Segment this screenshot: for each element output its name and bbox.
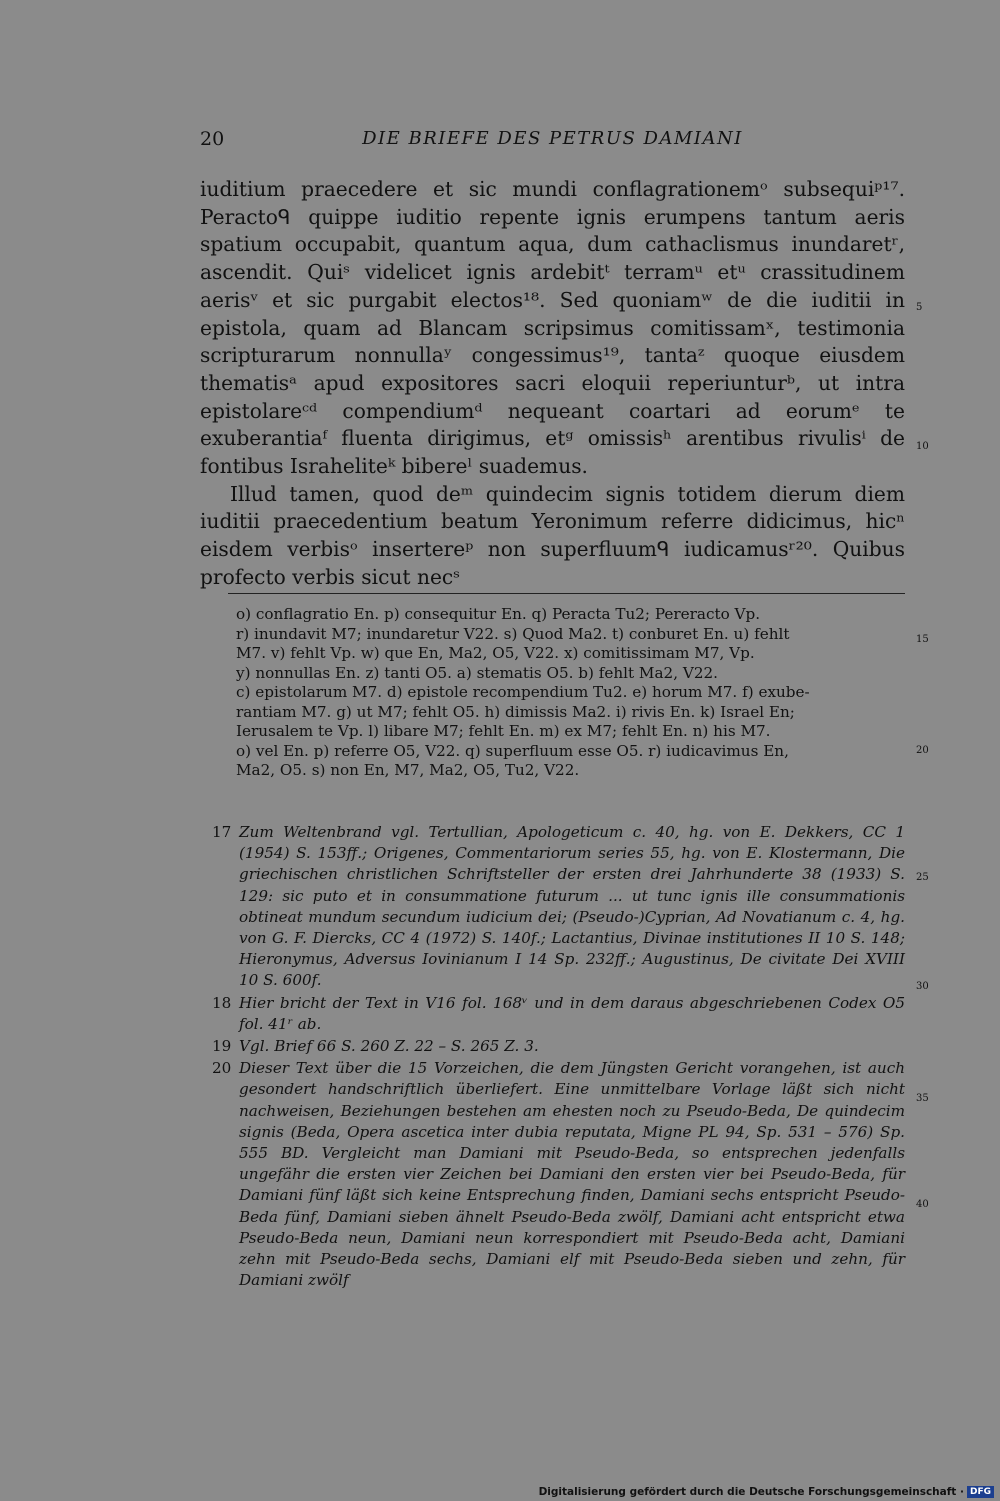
note-text: Hier bricht der Text in V16 fol. 168ᵛ und in dem daraus abgeschriebenen Codex O5 fol. 41ʳ ab. [239, 993, 905, 1033]
line-number: 20 [916, 745, 929, 756]
commentary-notes [212, 822, 905, 1292]
credit-text: Digitalisierung gefördert durch die Deutsche Forschungsgemeinschaft · [538, 1486, 964, 1498]
line-number: 25 [916, 872, 929, 883]
apparatus-line: Ma2, O5. s) non En, M7, Ma2, O5, Tu2, V22. [236, 761, 580, 779]
note-text: Dieser Text über die 15 Vorzeichen, die dem Jüngsten Gericht vorangehen, ist auch gesondert handschriftlich überliefert. Eine unmittelbare Vorlage läßt sich nicht nachweisen, Beziehungen bestehen am ehesten noch zu Pseudo-Beda, De quindecim signis (Beda, Opera ascetica inter dubia reputata, Migne PL 94, Sp. 531 – 576) Sp. 555 BD. Vergleicht man Damiani mit Pseudo-Beda, so entsprechen jedenfalls ungefähr die ersten vier Zeichen bei Damiani den ersten vier bei Pseudo-Beda, für Damiani fünf läßt sich keine Entsprechung finden, Damiani sechs entspricht Pseudo-Beda fünf, Damiani sieben ähnelt Pseudo-Beda zwölf, Damiani acht entspricht etwa Pseudo-Beda neun, Damiani neun korrespondiert mit Pseudo-Beda acht, Damiani zehn mit Pseudo-Beda sechs, Damiani elf mit Pseudo-Beda sieben und zehn, für Damiani zwölf [239, 1059, 905, 1290]
paragraph-1: iuditium praecedere et sic mundi conflagrationemᵒ subsequiᵖ¹⁷. Peractoᑫ quippe iuditio repente ignis erumpens tantum aeris spatium occupabit, quantum aqua, dum cathaclismus inundaretʳ, ascendit. Quiˢ videlicet ignis ardebitᵗ terramᵘ etᵘ crassitudinem aerisᵛ et sic purgabit electos¹⁸. Sed quoniamʷ de die iuditii in epistola, quam ad Blancam scripsimus comitissamˣ, testimonia scripturarum nonnullaʸ congessimus¹⁹, tantaᶻ quoque eiusdem thematisᵃ apud expositores sacri eloquii reperiunturᵇ, ut intra epistolareᶜᵈ compendiumᵈ nequeant coartari ad eorumᵉ te exuberantiaᶠ fluenta dirigimus, etᵍ omissisʰ arentibus rivulisⁱ de fontibus Israheliteᵏ bibereˡ suademus. [200, 177, 905, 479]
paragraph-2: Illud tamen, quod deᵐ quindecim signis totidem dierum diem iuditii praecedentium beatum Yeronimum referre didicimus, hicⁿ eisdem verbisᵒ insertereᵖ non superfluumᑫ iudicamusʳ²⁰. Quibus profecto verbis sicut necˢ [200, 481, 905, 589]
line-number: 35 [916, 1093, 929, 1104]
line-number: 15 [916, 634, 929, 645]
note-number: 17 [212, 823, 232, 841]
apparatus-line: rantiam M7. g) ut M7; fehlt O5. h) dimissis Ma2. i) rivis En. k) Israel En; [236, 702, 795, 721]
note-number: 18 [212, 993, 232, 1012]
page-number: 20 [200, 128, 225, 150]
apparatus-line: Ierusalem te Vp. l) libare M7; fehlt En. m) ex M7; fehlt En. n) his M7. [236, 722, 771, 740]
apparatus-line: M7. v) fehlt Vp. w) que En, Ma2, O5, V22. x) comitissimam M7, Vp. [236, 644, 755, 662]
page-header [200, 128, 905, 154]
apparatus-line: o) vel En. p) referre O5, V22. q) superfluum esse O5. r) iudicavimus En, [236, 741, 789, 760]
line-number: 5 [916, 302, 923, 313]
main-text [200, 176, 905, 592]
line-number: 10 [916, 441, 929, 452]
digitization-credit [539, 1486, 994, 1498]
note-number: 19 [212, 1037, 232, 1056]
footnote-divider [228, 593, 905, 594]
dfg-logo-icon: DFG [967, 1486, 994, 1498]
line-number: 40 [916, 1199, 929, 1210]
note-19 [212, 1036, 905, 1057]
running-title: DIE BRIEFE DES PETRUS DAMIANI [362, 128, 743, 149]
critical-apparatus [236, 605, 905, 781]
line-number: 30 [916, 981, 929, 992]
note-20 [212, 1058, 905, 1291]
apparatus-line: c) epistolarum M7. d) epistole recompendium Tu2. e) horum M7. f) exube- [236, 683, 810, 701]
note-text: Zum Weltenbrand vgl. Tertullian, Apologeticum c. 40, hg. von E. Dekkers, CC 1 (1954) S. 153ff.; Origenes, Commentariorum series 55, hg. von E. Klostermann, Die griechischen christlichen Schriftsteller der ersten drei Jahrhunderte 38 (1933) S. 129: sic puto et in consummatione futurum ... ut tunc ignis ille consummationis obtineat mundum secundum iudicium dei; (Pseudo-)Cyprian, Ad Novatianum c. 4, hg. von G. F. Diercks, CC 4 (1972) S. 140f.; Lactantius, Divinae institutiones II 10 S. 148; Hieronymus, Adversus Iovinianum I 14 Sp. 232ff.; Augustinus, De civitate Dei XVIII 10 S. 600f. [239, 823, 905, 990]
note-17 [212, 822, 905, 992]
note-number: 20 [212, 1059, 232, 1078]
apparatus-line: y) nonnullas En. z) tanti O5. a) stematis O5. b) fehlt Ma2, V22. [236, 663, 718, 682]
apparatus-line: o) conflagratio En. p) consequitur En. q) Peracta Tu2; Pereracto Vp. [236, 605, 761, 623]
apparatus-line: r) inundavit M7; inundaretur V22. s) Quod Ma2. t) conburet En. u) fehlt [236, 624, 790, 643]
note-18 [212, 993, 905, 1035]
note-text: Vgl. Brief 66 S. 260 Z. 22 – S. 265 Z. 3. [239, 1037, 539, 1056]
